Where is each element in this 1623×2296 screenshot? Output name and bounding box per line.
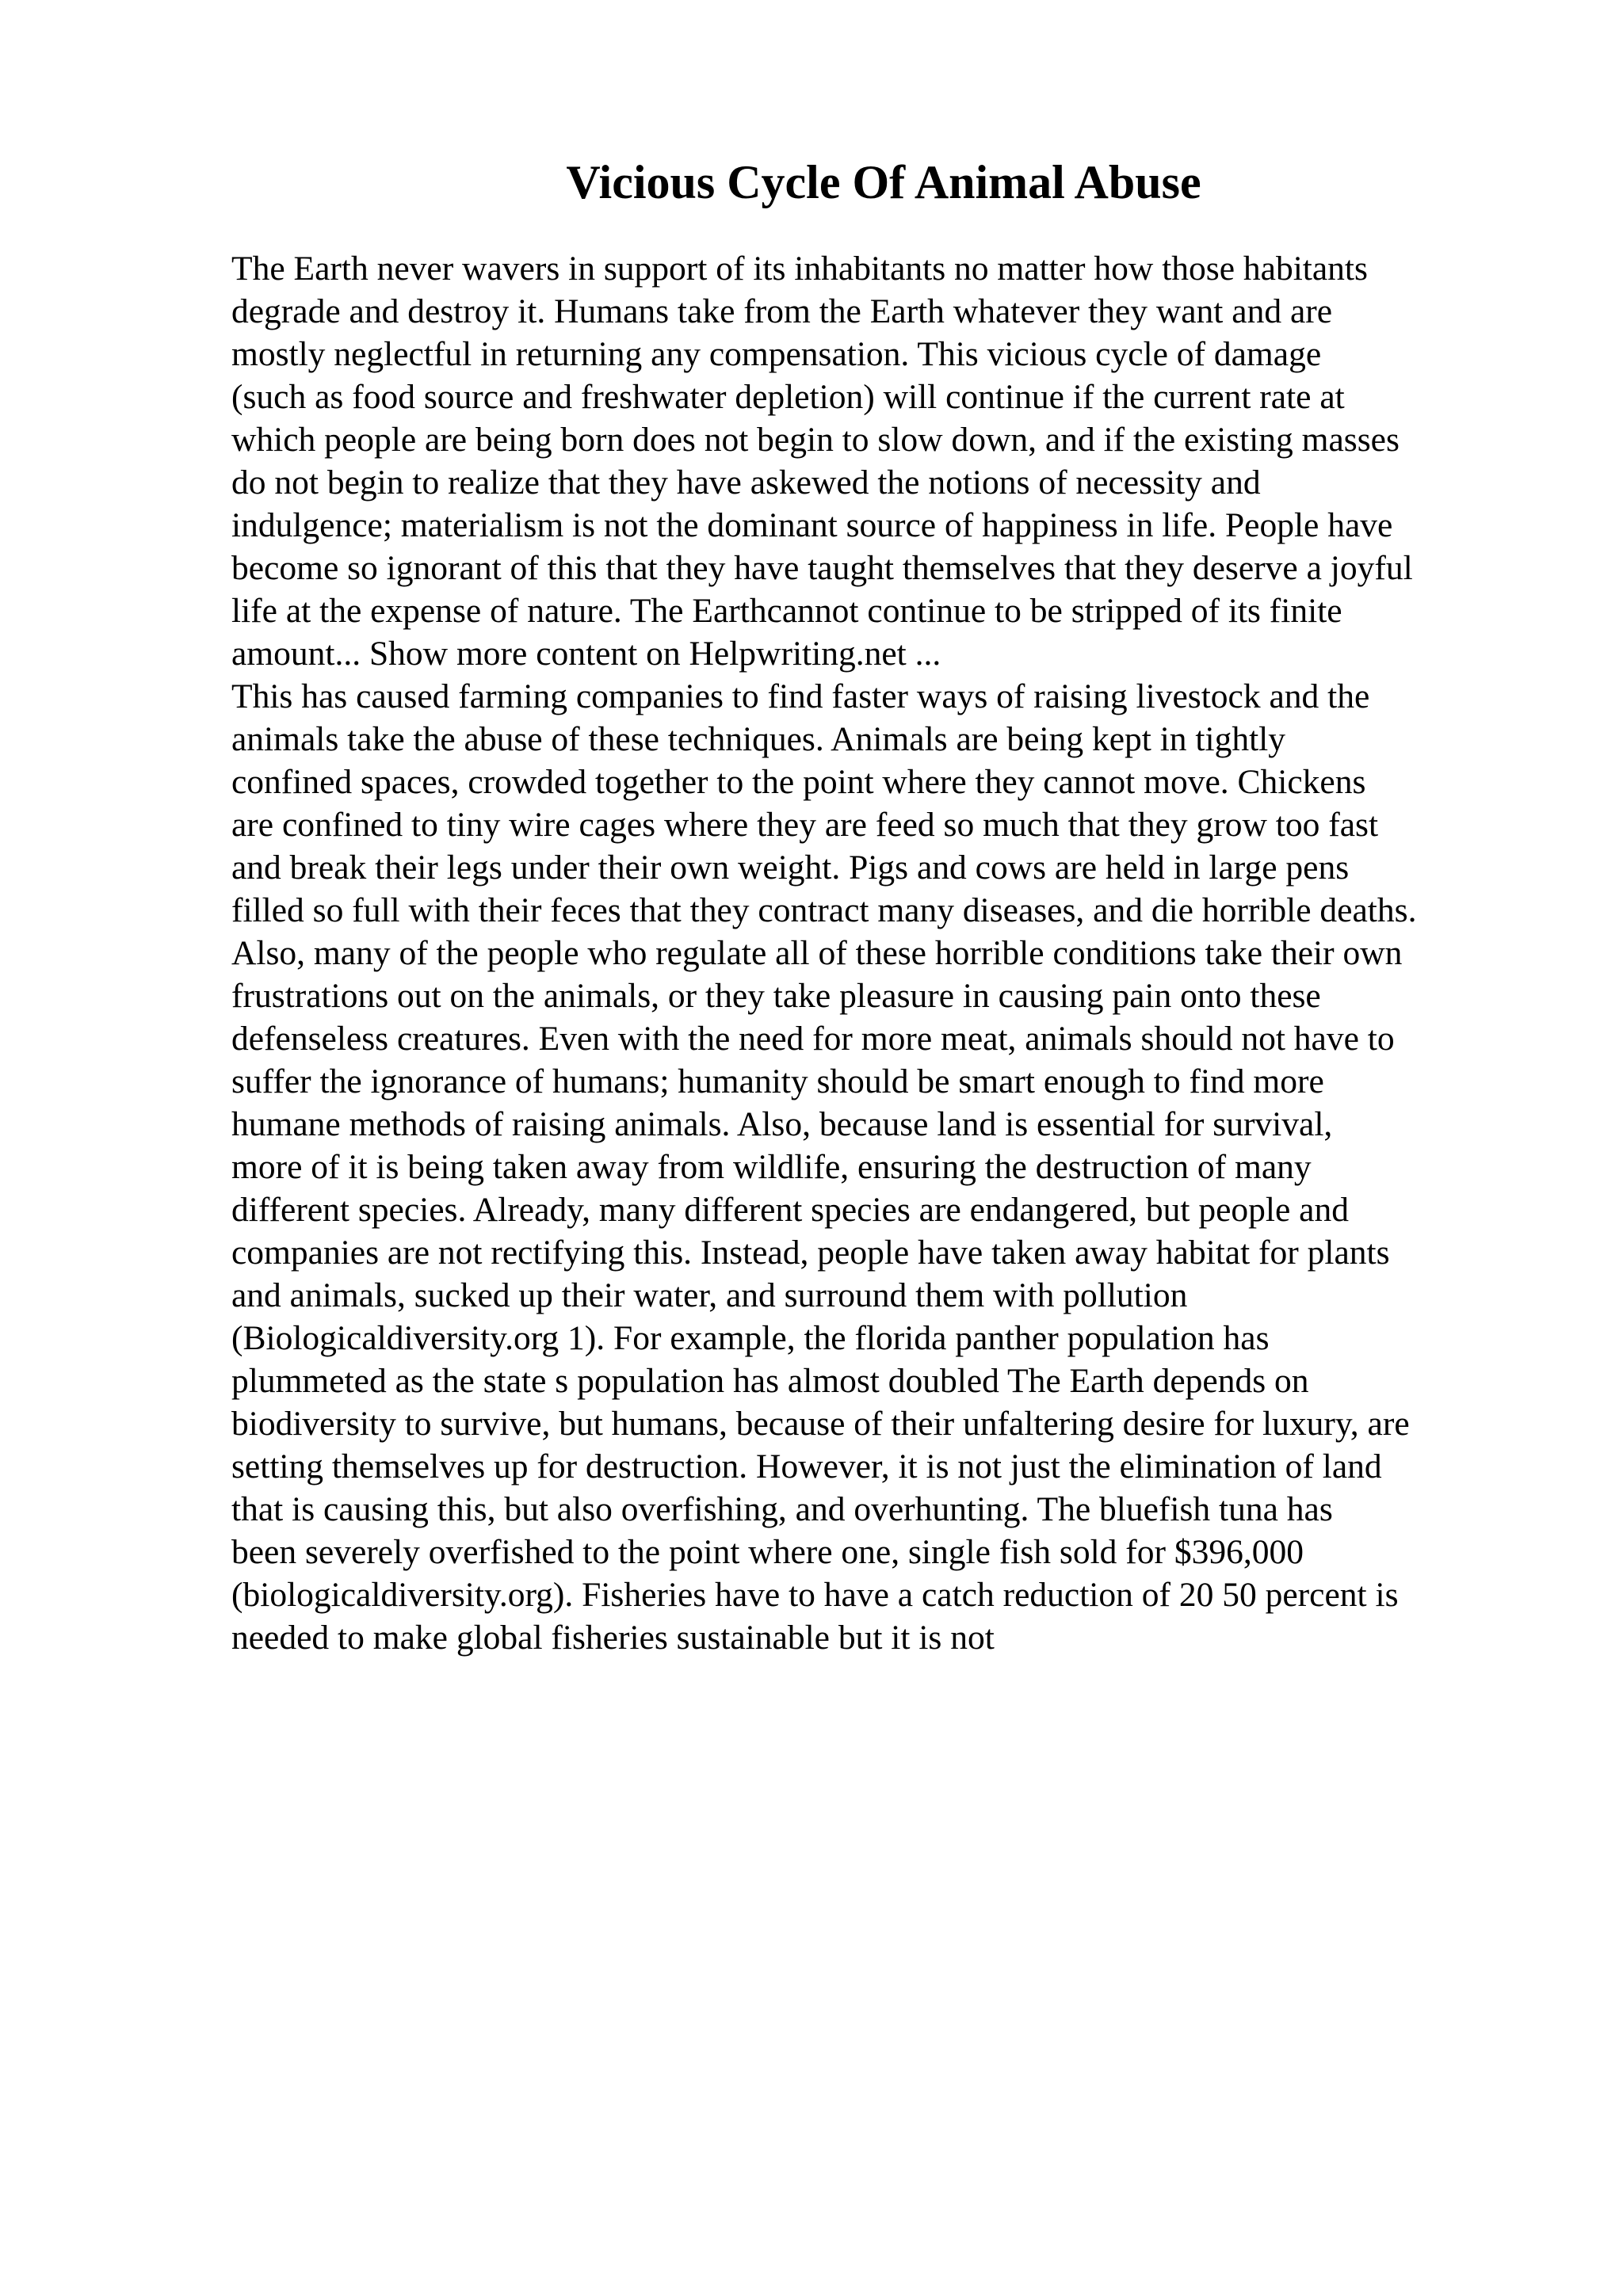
text-line: been severely overfished to the point where one, single fish sold for $396,000: [231, 1533, 1304, 1571]
text-line: biodiversity to survive, but humans, because of their unfaltering desire for luxury, are: [231, 1405, 1410, 1443]
text-line: amount... Show more content on Helpwriting.net ...: [231, 635, 941, 673]
text-line: different species. Already, many different species are endangered, but people and: [231, 1191, 1349, 1229]
text-line: (Biologicaldiversity.org 1). For example, the florida panther population has: [231, 1319, 1270, 1357]
paragraph-main: [231, 675, 1610, 1659]
page-title: Vicious Cycle Of Animal Abuse: [566, 156, 1201, 208]
text-line: plummeted as the state s population has almost doubled The Earth depends on: [231, 1362, 1309, 1400]
text-line: which people are being born does not begin to slow down, and if the existing masses: [231, 421, 1400, 459]
text-line: that is causing this, but also overfishing, and overhunting. The bluefish tuna has: [231, 1490, 1333, 1528]
paragraph-intro: [231, 247, 1610, 675]
text-line: filled so full with their feces that they contract many diseases, and die horrible deaths.: [231, 891, 1417, 929]
text-line: are confined to tiny wire cages where they are feed so much that they grow too fast: [231, 806, 1379, 844]
text-line: indulgence; materialism is not the dominant source of happiness in life. People have: [231, 506, 1393, 544]
text-line: mostly neglectful in returning any compensation. This vicious cycle of damage: [231, 335, 1322, 373]
text-line: and animals, sucked up their water, and surround them with pollution: [231, 1276, 1188, 1314]
text-line: life at the expense of nature. The Earthcannot continue to be stripped of its finite: [231, 592, 1342, 630]
text-line: more of it is being taken away from wildlife, ensuring the destruction of many: [231, 1148, 1312, 1186]
text-line: (such as food source and freshwater depletion) will continue if the current rate at: [231, 378, 1345, 416]
text-line: companies are not rectifying this. Instead, people have taken away habitat for plants: [231, 1234, 1390, 1272]
text-line: needed to make global fisheries sustainable but it is not: [231, 1619, 995, 1657]
document-body: [231, 247, 1610, 1659]
text-line: This has caused farming companies to find faster ways of raising livestock and the: [231, 677, 1370, 715]
text-line: Also, many of the people who regulate all of these horrible conditions take their own: [231, 934, 1403, 972]
text-line: become so ignorant of this that they have taught themselves that they deserve a joyful: [231, 549, 1413, 587]
text-line: humane methods of raising animals. Also, because land is essential for survival,: [231, 1105, 1333, 1143]
text-line: degrade and destroy it. Humans take from the Earth whatever they want and are: [231, 292, 1333, 330]
text-line: confined spaces, crowded together to the point where they cannot move. Chickens: [231, 763, 1366, 801]
text-line: frustrations out on the animals, or they take pleasure in causing pain onto these: [231, 977, 1321, 1015]
text-line: The Earth never wavers in support of its inhabitants no matter how those habitants: [231, 250, 1368, 288]
text-line: and break their legs under their own weight. Pigs and cows are held in large pens: [231, 849, 1350, 887]
text-line: animals take the abuse of these techniques. Animals are being kept in tightly: [231, 720, 1286, 758]
text-line: (biologicaldiversity.org). Fisheries have to have a catch reduction of 20 50 percent is: [231, 1576, 1399, 1614]
text-line: suffer the ignorance of humans; humanity should be smart enough to find more: [231, 1062, 1324, 1100]
text-line: defenseless creatures. Even with the need for more meat, animals should not have to: [231, 1020, 1395, 1058]
text-line: do not begin to realize that they have askewed the notions of necessity and: [231, 463, 1261, 502]
text-line: setting themselves up for destruction. However, it is not just the elimination of land: [231, 1447, 1382, 1486]
